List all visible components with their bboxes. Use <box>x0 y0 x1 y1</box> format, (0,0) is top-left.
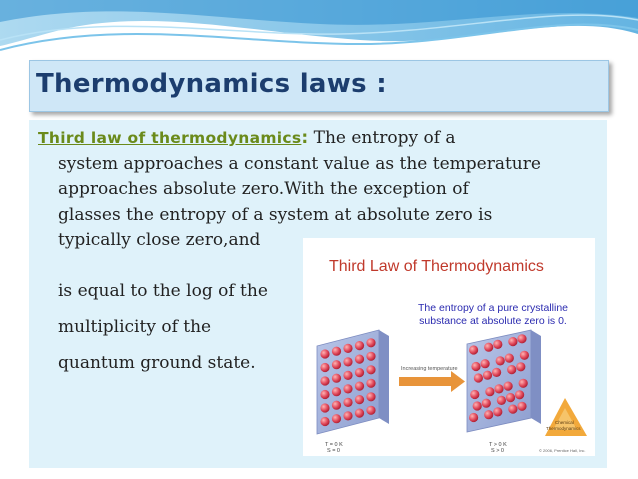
atom-sphere <box>469 413 478 422</box>
atom-sphere <box>320 403 329 412</box>
paragraph-line-8: quantum ground state. <box>58 353 256 373</box>
atom-sphere <box>493 340 502 349</box>
third-law-figure <box>303 238 595 456</box>
slide-title: Thermodynamics laws : <box>36 69 387 99</box>
atom-sphere <box>504 382 513 391</box>
right-temp-label: T > 0 K <box>489 442 507 448</box>
atom-sphere <box>507 365 516 374</box>
title-bar <box>29 60 609 112</box>
atom-sphere <box>366 392 375 401</box>
atom-sphere <box>366 352 375 361</box>
atom-sphere <box>332 401 341 410</box>
atom-sphere <box>320 376 329 385</box>
atom-sphere <box>332 387 341 396</box>
atom-sphere <box>343 371 352 380</box>
atom-sphere <box>332 414 341 423</box>
atom-sphere <box>355 395 364 404</box>
atom-sphere <box>320 417 329 426</box>
ordered-crystal <box>317 330 389 434</box>
left-temp-label: T = 0 K <box>325 442 343 448</box>
atom-sphere <box>484 343 493 352</box>
atom-sphere <box>343 398 352 407</box>
atom-sphere <box>355 341 364 350</box>
line-1-text: The entropy of a <box>308 128 456 148</box>
header-wave-decoration <box>0 0 638 60</box>
paragraph-line-5: typically close zero,and <box>58 230 261 250</box>
atom-sphere <box>332 360 341 369</box>
atom-sphere <box>506 393 515 402</box>
atom-sphere <box>471 362 480 371</box>
paragraph-line-2: system approaches a constant value as the temperature <box>58 153 541 174</box>
atom-sphere <box>517 402 526 411</box>
atom-sphere <box>343 357 352 366</box>
atom-sphere <box>320 349 329 358</box>
atom-sphere <box>508 337 517 346</box>
atom-sphere <box>366 379 375 388</box>
atom-sphere <box>482 399 491 408</box>
lead-colon: : <box>301 128 309 148</box>
left-entropy-label: S = 0 <box>327 448 340 454</box>
figure-caption: The entropy of a pure crystalline substance at absolute zero is 0. <box>418 302 568 327</box>
figure-title: Third Law of Thermodynamics <box>329 258 544 275</box>
atom-sphere <box>515 390 524 399</box>
atom-sphere <box>366 406 375 415</box>
atom-sphere <box>519 379 528 388</box>
atom-sphere <box>474 373 483 382</box>
copyright-text: © 2006, Prentice Hall, Inc. <box>539 448 586 453</box>
atom-sphere <box>494 384 503 393</box>
atom-sphere <box>332 347 341 356</box>
paragraph-line-6: is equal to the log of the <box>58 281 268 301</box>
atom-sphere <box>355 382 364 391</box>
atom-sphere <box>484 410 493 419</box>
logo-text-1: Chemical <box>555 420 574 425</box>
atom-sphere <box>497 396 506 405</box>
atom-sphere <box>496 356 505 365</box>
atom-sphere <box>520 351 529 360</box>
temperature-arrow <box>399 371 465 392</box>
atom-sphere <box>508 405 517 414</box>
atom-sphere <box>481 359 490 368</box>
atom-sphere <box>366 338 375 347</box>
atom-sphere <box>343 411 352 420</box>
disordered-crystal <box>467 330 541 432</box>
atom-sphere <box>505 354 514 363</box>
atom-sphere <box>473 401 482 410</box>
atom-sphere <box>483 371 492 380</box>
atom-sphere <box>332 374 341 383</box>
paragraph-line-4: glasses the entropy of a system at absolute zero is <box>58 204 493 225</box>
right-entropy-label: S > 0 <box>491 448 504 454</box>
lead-term: Third law of thermodynamics <box>38 129 302 147</box>
body-paragraph <box>38 126 606 254</box>
atom-sphere <box>355 368 364 377</box>
atom-sphere <box>493 407 502 416</box>
atom-sphere <box>320 363 329 372</box>
atom-sphere <box>492 368 501 377</box>
paragraph-line-1 <box>38 126 606 152</box>
paragraph-line-3: approaches absolute zero.With the exception of <box>58 179 469 199</box>
atom-sphere <box>517 334 526 343</box>
atom-sphere <box>516 362 525 371</box>
atom-sphere <box>366 365 375 374</box>
atom-sphere <box>469 345 478 354</box>
paragraph-continuation <box>58 273 268 381</box>
logo-text-2: Thermodynamics <box>546 426 581 431</box>
atom-sphere <box>470 390 479 399</box>
arrow-label: Increasing temperature <box>401 366 458 372</box>
paragraph-line-7: multiplicity of the <box>58 317 212 337</box>
atom-sphere <box>320 390 329 399</box>
atom-sphere <box>343 384 352 393</box>
atom-sphere <box>485 387 494 396</box>
atom-sphere <box>355 409 364 418</box>
atom-sphere <box>355 355 364 364</box>
atom-sphere <box>343 344 352 353</box>
